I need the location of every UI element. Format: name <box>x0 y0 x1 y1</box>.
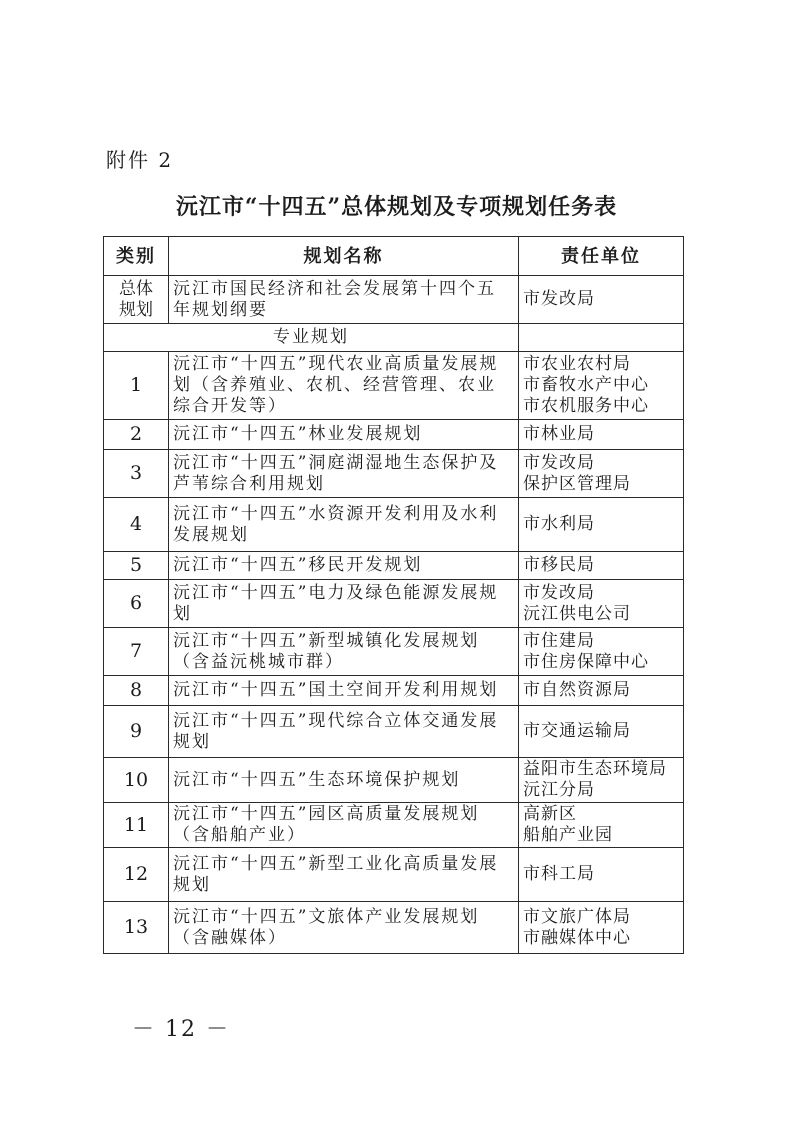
row-responsible-unit: 市科工局 <box>519 848 684 902</box>
table-row <box>104 580 684 628</box>
row-responsible-unit: 市发改局 保护区管理局 <box>519 450 684 498</box>
row-plan-name: 沅江市“十四五”现代农业高质量发展规划（含养殖业、农机、经营管理、农业综合开发等） <box>169 352 519 420</box>
table-row <box>104 352 684 420</box>
row-plan-name: 沅江市“十四五”文旅体产业发展规划（含融媒体） <box>169 902 519 954</box>
table-row <box>104 628 684 676</box>
section-empty-cell <box>519 324 684 352</box>
row-plan-name: 沅江市“十四五”洞庭湖湿地生态保护及芦苇综合利用规划 <box>169 450 519 498</box>
row-responsible-unit: 市林业局 <box>519 420 684 450</box>
row-responsible-unit: 益阳市生态环境局 沅江分局 <box>519 758 684 803</box>
row-number: 13 <box>104 902 169 954</box>
table-header-row <box>104 237 684 276</box>
row-number: 3 <box>104 450 169 498</box>
row-responsible-unit: 市文旅广体局 市融媒体中心 <box>519 902 684 954</box>
overall-category: 总体 规划 <box>104 276 169 324</box>
row-plan-name: 沅江市“十四五”电力及绿色能源发展规划 <box>169 580 519 628</box>
row-plan-name: 沅江市“十四五”新型工业化高质量发展规划 <box>169 848 519 902</box>
row-number: 5 <box>104 552 169 580</box>
row-number: 9 <box>104 706 169 758</box>
row-number: 2 <box>104 420 169 450</box>
table-row <box>104 498 684 552</box>
row-number: 1 <box>104 352 169 420</box>
table-row <box>104 758 684 803</box>
row-plan-name: 沅江市“十四五”国土空间开发利用规划 <box>169 676 519 706</box>
overall-unit: 市发改局 <box>519 276 684 324</box>
row-responsible-unit: 市农业农村局 市畜牧水产中心 市农机服务中心 <box>519 352 684 420</box>
row-plan-name: 沅江市“十四五”园区高质量发展规划（含船舶产业） <box>169 803 519 848</box>
row-responsible-unit: 市住建局 市住房保障中心 <box>519 628 684 676</box>
row-responsible-unit: 市交通运输局 <box>519 706 684 758</box>
plan-task-table <box>103 236 684 954</box>
table-row <box>104 803 684 848</box>
header-category: 类别 <box>104 237 169 276</box>
row-number: 4 <box>104 498 169 552</box>
table-row <box>104 552 684 580</box>
table-row <box>104 450 684 498</box>
table-row <box>104 902 684 954</box>
row-responsible-unit: 市移民局 <box>519 552 684 580</box>
document-title: 沅江市“十四五”总体规划及专项规划任务表 <box>175 194 618 220</box>
section-row <box>104 324 684 352</box>
row-responsible-unit: 市发改局 沅江供电公司 <box>519 580 684 628</box>
row-plan-name: 沅江市“十四五”移民开发规划 <box>169 552 519 580</box>
table-row <box>104 706 684 758</box>
row-number: 10 <box>104 758 169 803</box>
row-plan-name: 沅江市“十四五”生态环境保护规划 <box>169 758 519 803</box>
page-number: － 12 － <box>132 1017 230 1042</box>
attachment-label: 附件 2 <box>106 148 174 172</box>
row-number: 8 <box>104 676 169 706</box>
row-number: 6 <box>104 580 169 628</box>
row-plan-name: 沅江市“十四五”现代综合立体交通发展规划 <box>169 706 519 758</box>
row-responsible-unit: 市自然资源局 <box>519 676 684 706</box>
row-responsible-unit: 高新区 船舶产业园 <box>519 803 684 848</box>
row-responsible-unit: 市水利局 <box>519 498 684 552</box>
table-row <box>104 848 684 902</box>
row-number: 12 <box>104 848 169 902</box>
table-row <box>104 676 684 706</box>
row-plan-name: 沅江市“十四五”水资源开发利用及水利发展规划 <box>169 498 519 552</box>
row-number: 11 <box>104 803 169 848</box>
row-plan-name: 沅江市“十四五”新型城镇化发展规划（含益沅桃城市群） <box>169 628 519 676</box>
row-number: 7 <box>104 628 169 676</box>
overall-plan-name: 沅江市国民经济和社会发展第十四个五年规划纲要 <box>169 276 519 324</box>
row-plan-name: 沅江市“十四五”林业发展规划 <box>169 420 519 450</box>
section-label: 专业规划 <box>104 324 519 352</box>
header-responsible-unit: 责任单位 <box>519 237 684 276</box>
header-plan-name: 规划名称 <box>169 237 519 276</box>
overall-plan-row <box>104 276 684 324</box>
table-row <box>104 420 684 450</box>
